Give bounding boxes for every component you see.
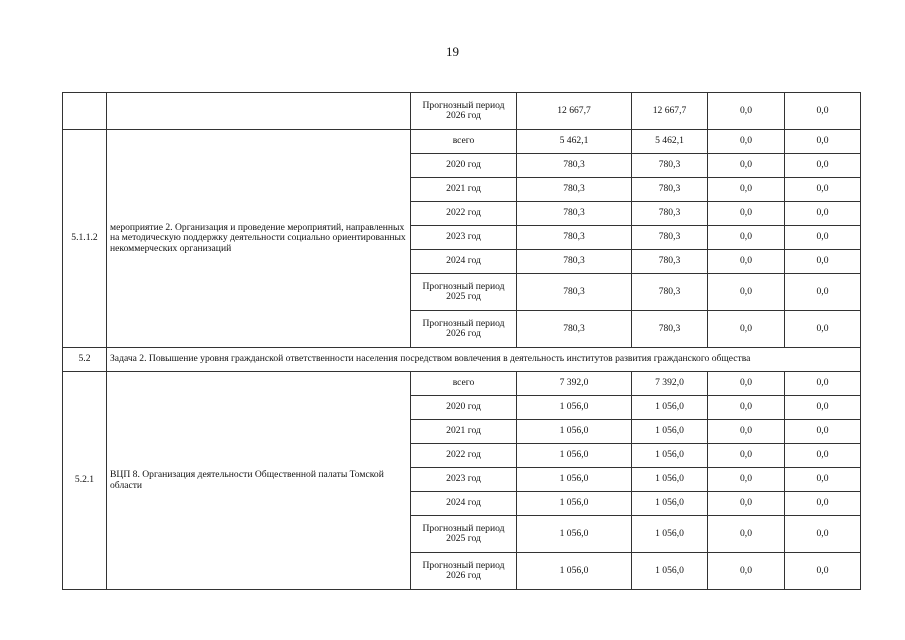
row-other-sources: 0,0 — [785, 396, 861, 420]
row-regional-budget: 1 056,0 — [632, 444, 708, 468]
row-federal-budget: 0,0 — [708, 226, 785, 250]
row-federal-budget: 0,0 — [708, 154, 785, 178]
row-regional-budget: 1 056,0 — [632, 396, 708, 420]
row-other-sources: 0,0 — [785, 420, 861, 444]
row-total: 7 392,0 — [517, 372, 632, 396]
row-other-sources: 0,0 — [785, 226, 861, 250]
row-total: 12 667,7 — [517, 93, 632, 130]
row-regional-budget: 12 667,7 — [632, 93, 708, 130]
row-federal-budget: 0,0 — [708, 492, 785, 516]
row-other-sources: 0,0 — [785, 553, 861, 590]
row-regional-budget: 1 056,0 — [632, 468, 708, 492]
task-code: 5.2 — [63, 348, 107, 372]
row-period: 2023 год — [411, 226, 517, 250]
row-period: 2022 год — [411, 444, 517, 468]
row-other-sources: 0,0 — [785, 93, 861, 130]
row-total: 780,3 — [517, 154, 632, 178]
row-federal-budget: 0,0 — [708, 396, 785, 420]
row-federal-budget: 0,0 — [708, 250, 785, 274]
row-regional-budget: 780,3 — [632, 226, 708, 250]
row-regional-budget: 780,3 — [632, 154, 708, 178]
row-other-sources: 0,0 — [785, 444, 861, 468]
row-other-sources: 0,0 — [785, 372, 861, 396]
table-row — [63, 93, 861, 130]
row-total: 1 056,0 — [517, 420, 632, 444]
row-federal-budget: 0,0 — [708, 130, 785, 154]
row-period: 2024 год — [411, 492, 517, 516]
row-total: 780,3 — [517, 226, 632, 250]
row-total: 780,3 — [517, 274, 632, 311]
table-row — [63, 372, 861, 396]
row-regional-budget: 1 056,0 — [632, 553, 708, 590]
row-regional-budget: 780,3 — [632, 202, 708, 226]
row-regional-budget: 780,3 — [632, 250, 708, 274]
row-other-sources: 0,0 — [785, 202, 861, 226]
row-federal-budget: 0,0 — [708, 516, 785, 553]
row-federal-budget: 0,0 — [708, 311, 785, 348]
page-number: 19 — [446, 44, 459, 59]
row-total: 780,3 — [517, 178, 632, 202]
row-period: Прогнозный период 2026 год — [411, 553, 517, 590]
row-code: 5.2.1 — [63, 372, 107, 590]
row-federal-budget: 0,0 — [708, 274, 785, 311]
row-period: 2024 год — [411, 250, 517, 274]
row-total: 1 056,0 — [517, 492, 632, 516]
task-title: Задача 2. Повышение уровня гражданской ответственности населения посредством вовлечения в деятельность институтов развития гражданского общества — [107, 348, 861, 372]
row-total: 1 056,0 — [517, 516, 632, 553]
row-regional-budget: 1 056,0 — [632, 492, 708, 516]
row-period: всего — [411, 130, 517, 154]
row-period: Прогнозный период 2025 год — [411, 274, 517, 311]
budget-table — [62, 92, 861, 590]
row-federal-budget: 0,0 — [708, 202, 785, 226]
row-other-sources: 0,0 — [785, 154, 861, 178]
row-period: 2021 год — [411, 178, 517, 202]
row-other-sources: 0,0 — [785, 274, 861, 311]
row-federal-budget: 0,0 — [708, 444, 785, 468]
row-period: Прогнозный период 2025 год — [411, 516, 517, 553]
row-other-sources: 0,0 — [785, 468, 861, 492]
row-period: 2022 год — [411, 202, 517, 226]
row-regional-budget: 1 056,0 — [632, 516, 708, 553]
row-total: 1 056,0 — [517, 444, 632, 468]
row-description: ВЦП 8. Организация деятельности Общественной палаты Томской области — [107, 372, 411, 590]
row-total: 780,3 — [517, 202, 632, 226]
row-period: 2020 год — [411, 396, 517, 420]
row-code: 5.1.1.2 — [63, 130, 107, 348]
row-period: 2021 год — [411, 420, 517, 444]
row-total: 780,3 — [517, 250, 632, 274]
row-regional-budget: 780,3 — [632, 274, 708, 311]
row-federal-budget: 0,0 — [708, 468, 785, 492]
row-federal-budget: 0,0 — [708, 178, 785, 202]
row-description — [107, 93, 411, 130]
row-period: 2020 год — [411, 154, 517, 178]
row-federal-budget: 0,0 — [708, 553, 785, 590]
table-row — [63, 130, 861, 154]
row-period: Прогнозный период 2026 год — [411, 93, 517, 130]
row-other-sources: 0,0 — [785, 250, 861, 274]
row-total: 1 056,0 — [517, 396, 632, 420]
row-total: 780,3 — [517, 311, 632, 348]
row-total: 5 462,1 — [517, 130, 632, 154]
row-other-sources: 0,0 — [785, 311, 861, 348]
row-federal-budget: 0,0 — [708, 372, 785, 396]
row-regional-budget: 7 392,0 — [632, 372, 708, 396]
row-regional-budget: 780,3 — [632, 311, 708, 348]
row-code — [63, 93, 107, 130]
row-other-sources: 0,0 — [785, 492, 861, 516]
row-period: всего — [411, 372, 517, 396]
row-regional-budget: 1 056,0 — [632, 420, 708, 444]
row-other-sources: 0,0 — [785, 178, 861, 202]
row-federal-budget: 0,0 — [708, 420, 785, 444]
row-total: 1 056,0 — [517, 553, 632, 590]
row-period: Прогнозный период 2026 год — [411, 311, 517, 348]
row-federal-budget: 0,0 — [708, 93, 785, 130]
row-regional-budget: 780,3 — [632, 178, 708, 202]
task-row — [63, 348, 861, 372]
row-description: мероприятие 2. Организация и проведение мероприятий, направленных на методическую поддержку деятельности социально ориентированных некоммерческих организаций — [107, 130, 411, 348]
row-other-sources: 0,0 — [785, 130, 861, 154]
row-regional-budget: 5 462,1 — [632, 130, 708, 154]
row-period: 2023 год — [411, 468, 517, 492]
row-total: 1 056,0 — [517, 468, 632, 492]
row-other-sources: 0,0 — [785, 516, 861, 553]
